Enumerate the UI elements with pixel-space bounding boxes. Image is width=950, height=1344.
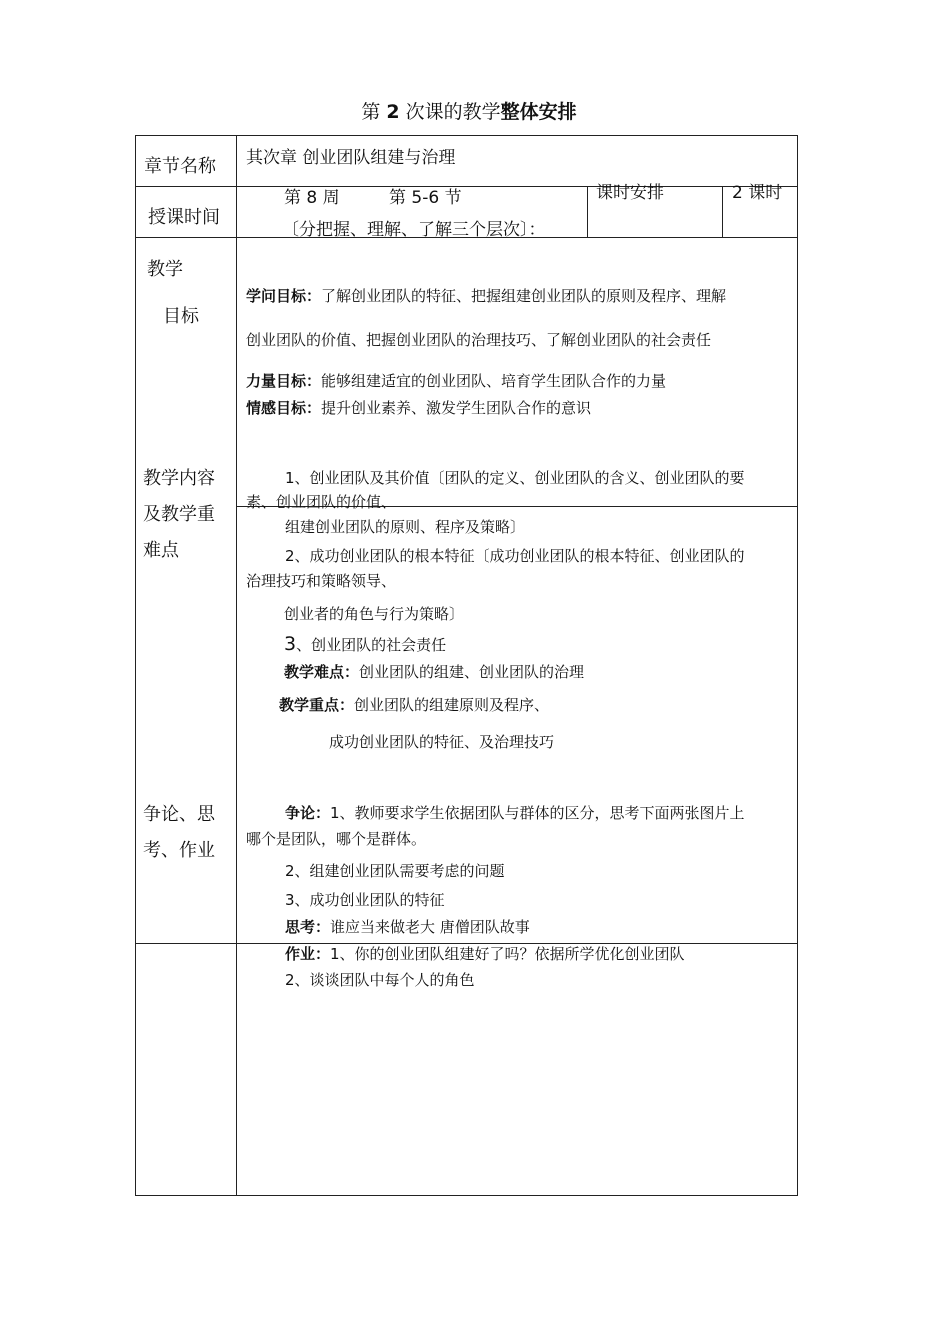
column-divider xyxy=(236,135,237,1196)
discussion-label-line1: 争论、思 xyxy=(143,804,215,825)
debate-item-1-cont: 哪个是团队，哪个是群体。 xyxy=(246,830,427,848)
emotion-goal: 情感目标：提升创业素养、激发学生团队合作的意识 xyxy=(246,399,592,417)
debate-item-2: 2、组建创业团队需要考虑的问题 xyxy=(285,862,505,880)
section-value: 第 5-6 节 xyxy=(389,188,462,208)
hours-label: 课时安排 xyxy=(596,183,664,203)
discussion-label-line2: 考、作业 xyxy=(143,840,215,861)
level-note: 〔分把握、理解、了解三个层次〕： xyxy=(282,220,546,240)
page-title: 第 2 次课的教学整体安排 xyxy=(361,101,577,123)
knowledge-goal: 学问目标：了解创业团队的特征、把握组建创业团队的原则及程序、理解 xyxy=(246,287,727,305)
content-item-1: 1、创业团队及其价值〔团队的定义、创业团队的含义、创业团队的要 xyxy=(285,469,745,487)
teaching-key-points: 教学重点：创业团队的组建原则及程序、 xyxy=(279,696,550,714)
column-divider xyxy=(722,186,723,237)
content-item-1-cont: 素、创业团队的价值、 xyxy=(246,493,397,511)
table-border-top xyxy=(135,135,798,136)
content-item-1-cont2: 组建创业团队的原则、程序及策略〕 xyxy=(285,518,526,536)
content-label-line1: 教学内容 xyxy=(143,468,215,489)
homework-item-2: 2、谈谈团队中每个人的角色 xyxy=(285,971,475,989)
chapter-name-value: 其次章 创业团队组建与治理 xyxy=(246,148,456,168)
column-divider xyxy=(587,186,588,237)
table-border-right xyxy=(797,135,798,1196)
week-value: 第 8 周 xyxy=(284,188,340,208)
goals-label-line2: 目标 xyxy=(163,306,199,327)
title-bold-part: 整体安排 xyxy=(500,101,577,123)
content-item-2-cont2: 创业者的角色与行为策略〕 xyxy=(284,605,465,623)
ability-goal: 力量目标：能够组建适宜的创业团队、培育学生团队合作的力量 xyxy=(246,372,667,390)
table-border-bottom xyxy=(135,1195,798,1196)
thinking-item: 思考：谁应当来做老大 唐僧团队故事 xyxy=(285,918,530,936)
content-item-2: 2、成功创业团队的根本特征〔成功创业团队的根本特征、创业团队的 xyxy=(285,547,745,565)
debate-item-3: 3、成功创业团队的特征 xyxy=(285,891,445,909)
debate-item-1: 争论：1、教师要求学生依据团队与群体的区分，思考下面两张图片上 xyxy=(285,804,745,822)
lesson-number: 2 xyxy=(386,101,400,123)
teaching-key-points-cont: 成功创业团队的特征、及治理技巧 xyxy=(329,733,555,751)
goals-label-line1: 教学 xyxy=(147,259,183,280)
chapter-name-label: 章节名称 xyxy=(144,156,216,177)
content-label-line3: 难点 xyxy=(143,540,179,561)
row-divider xyxy=(135,186,798,187)
hours-value: 2 课时 xyxy=(732,183,783,203)
knowledge-goal-cont: 创业团队的价值、把握创业团队的治理技巧、了解创业团队的社会责任 xyxy=(246,331,712,349)
teaching-time-label: 授课时间 xyxy=(148,207,220,228)
homework-item-1: 作业：1、你的创业团队组建好了吗？依据所学优化创业团队 xyxy=(285,945,685,963)
teaching-difficulty: 教学难点：创业团队的组建、创业团队的治理 xyxy=(284,663,585,681)
content-label-line2: 及教学重 xyxy=(143,504,215,525)
table-border-left xyxy=(135,135,136,1196)
content-item-3: 3、创业团队的社会责任 xyxy=(284,633,447,655)
content-item-2-cont: 治理技巧和策略领导、 xyxy=(246,572,397,590)
